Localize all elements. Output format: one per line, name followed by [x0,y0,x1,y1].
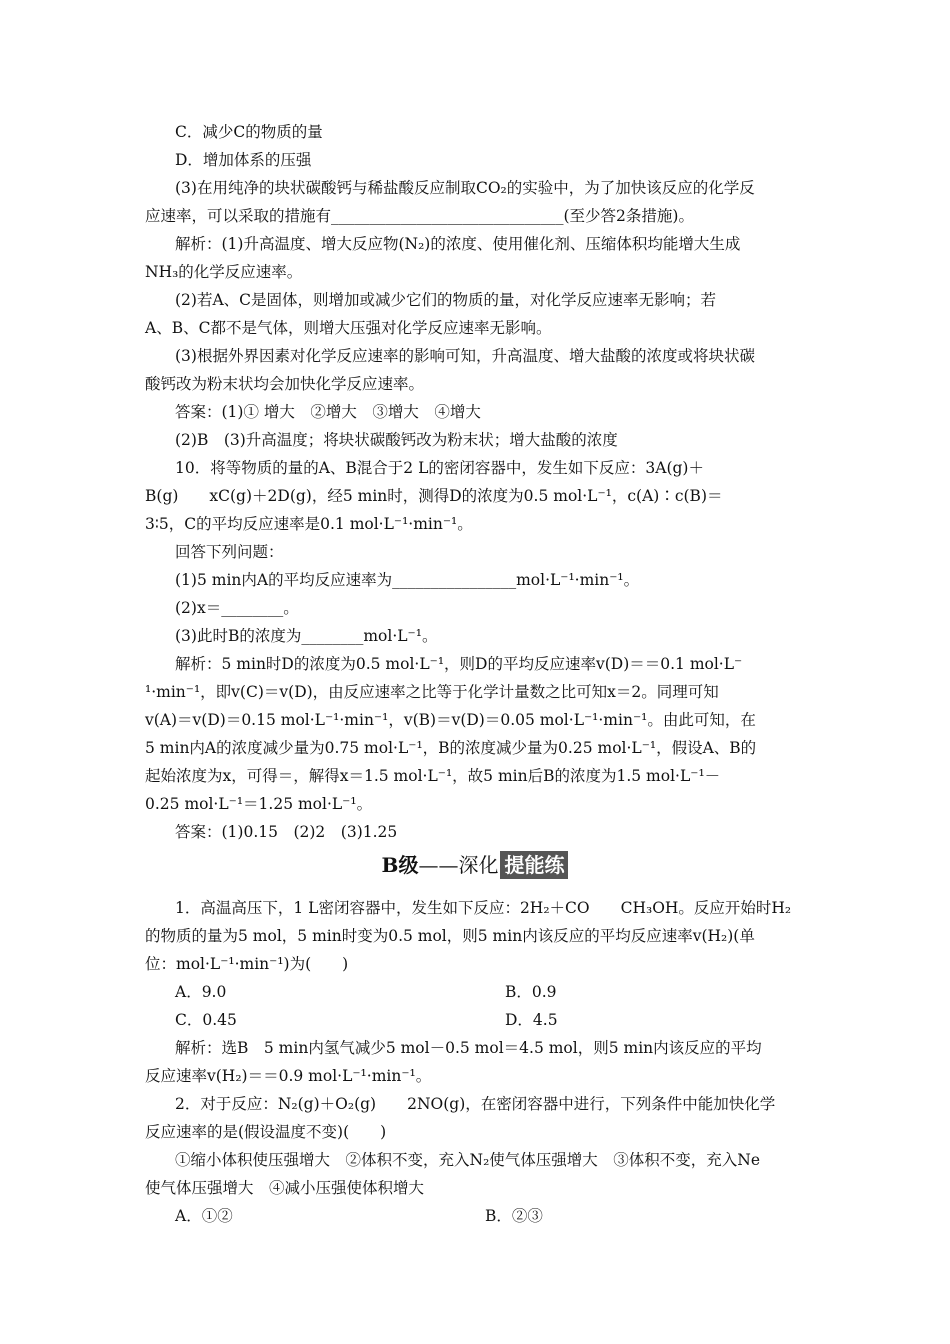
section-heading [0,851,950,879]
section-level: B级 [381,853,419,877]
text-line-l22: v(A)＝v(D)＝0.15 mol·L⁻¹·min⁻¹，v(B)＝v(D)＝0.05 mol·L⁻¹·min⁻¹。由此可知，在 [145,711,756,729]
text-line-l15: 3∶5，C的平均反应速率是0.1 mol·L⁻¹·min⁻¹。 [145,515,473,533]
text-line-l01: C．减少C的物质的量 [175,123,323,141]
q2-option-a-text: A．①② [175,1207,233,1225]
text-line-l23: 5 min内A的浓度减少量为0.75 mol·L⁻¹，B的浓度减少量为0.25 mol·L⁻¹，假设A、B的 [145,739,757,757]
text-line-l17: (1)5 min内A的平均反应速率为________________mol·L⁻¹·min⁻¹。 [175,571,640,589]
text-line-l08: A、B、C都不是气体，则增大压强对化学反应速率无影响。 [145,319,552,337]
text-line-l03: (3)在用纯净的块状碳酸钙与稀盐酸反应制取CO₂的实验中，为了加快该反应的化学反 [175,179,755,197]
text-line-l36: ①缩小体积使压强增大 ②体积不变，充入N₂使气体压强增大 ③体积不变，充入Ne [175,1151,761,1169]
text-line-l26: 答案：(1)0.15 (2)2 (3)1.25 [175,823,398,841]
text-line-l20: 解析：5 min时D的浓度为0.5 mol·L⁻¹，则D的平均反应速率v(D)＝＝0.1 mol·L⁻ [175,655,743,673]
text-line-l24: 起始浓度为x，可得＝，解得x＝1.5 mol·L⁻¹，故5 min后B的浓度为1.5 mol·L⁻¹－ [145,767,721,785]
q1-option-a [175,982,835,1002]
q1-option-b-text: B．0.9 [505,983,557,1001]
text-line-l10: 酸钙改为粉末状均会加快化学反应速率。 [145,375,425,393]
text-line-l09: (3)根据外界因素对化学反应速率的影响可知，升高温度、增大盐酸的浓度或将块状碳 [175,347,755,365]
section-dash: ——深化 [418,853,499,877]
text-line-l11: 答案：(1)① 增大 ②增大 ③增大 ④增大 [175,403,481,421]
q2-option-b-text: B．②③ [485,1207,543,1225]
text-line-l06: NH₃的化学反应速率。 [145,263,303,281]
text-line-l27: 1．高温高压下，1 L密闭容器中，发生如下反应：2H₂＋CO CH₃OH。反应开始时H₂ [175,899,792,917]
text-line-l04: 应速率，可以采取的措施有______________________________(至少答2条措施)。 [145,207,694,225]
text-line-l13: 10．将等物质的量的A、B混合于2 L的密闭容器中，发生如下反应：3A(g)＋ [175,459,704,477]
q1-option-a-text: A．9.0 [175,983,227,1001]
text-line-l35: 反应速率的是(假设温度不变)( ) [145,1123,387,1141]
text-line-l18: (2)x＝________。 [175,599,299,617]
text-line-l02: D．增加体系的压强 [175,151,312,169]
text-line-l12: (2)B (3)升高温度；将块状碳酸钙改为粉末状；增大盐酸的浓度 [175,431,618,449]
q1-option-d-text: D．4.5 [505,1011,558,1029]
text-line-l28: 的物质的量为5 mol，5 min时变为0.5 mol，则5 min内该反应的平均反应速率v(H₂)(单 [145,927,755,945]
text-line-l19: (3)此时B的浓度为________mol·L⁻¹。 [175,627,438,645]
q2-option-a [175,1206,835,1226]
text-line-l14: B(g) xC(g)＋2D(g)，经5 min时，测得D的浓度为0.5 mol·L⁻¹，c(A)∶c(B)＝ [145,487,723,505]
text-line-l25: 0.25 mol·L⁻¹＝1.25 mol·L⁻¹。 [145,795,373,813]
text-line-l07: (2)若A、C是固体，则增加或减少它们的物质的量，对化学反应速率无影响；若 [175,291,717,309]
text-line-l29: 位：mol·L⁻¹·min⁻¹)为( ) [145,955,349,973]
text-line-l32: 解析：选B 5 min内氢气减少5 mol－0.5 mol＝4.5 mol，则5 min内该反应的平均 [175,1039,762,1057]
text-line-l34: 2．对于反应：N₂(g)＋O₂(g) 2NO(g)，在密闭容器中进行，下列条件中能加快化学 [175,1095,776,1113]
text-line-l33: 反应速率v(H₂)＝＝0.9 mol·L⁻¹·min⁻¹。 [145,1067,432,1085]
q1-option-c [175,1010,835,1030]
text-line-l37: 使气体压强增大 ④减小压强使体积增大 [145,1179,425,1197]
section-boxed-label: 提能练 [500,851,568,879]
q1-option-c-text: C．0.45 [175,1011,237,1029]
text-line-l21: ¹·min⁻¹，即v(C)＝v(D)，由反应速率之比等于化学计量数之比可知x＝2。同理可知 [145,683,719,701]
text-line-l05: 解析：(1)升高温度、增大反应物(N₂)的浓度、使用催化剂、压缩体积均能增大生成 [175,235,741,253]
text-line-l16: 回答下列问题： [175,543,284,561]
